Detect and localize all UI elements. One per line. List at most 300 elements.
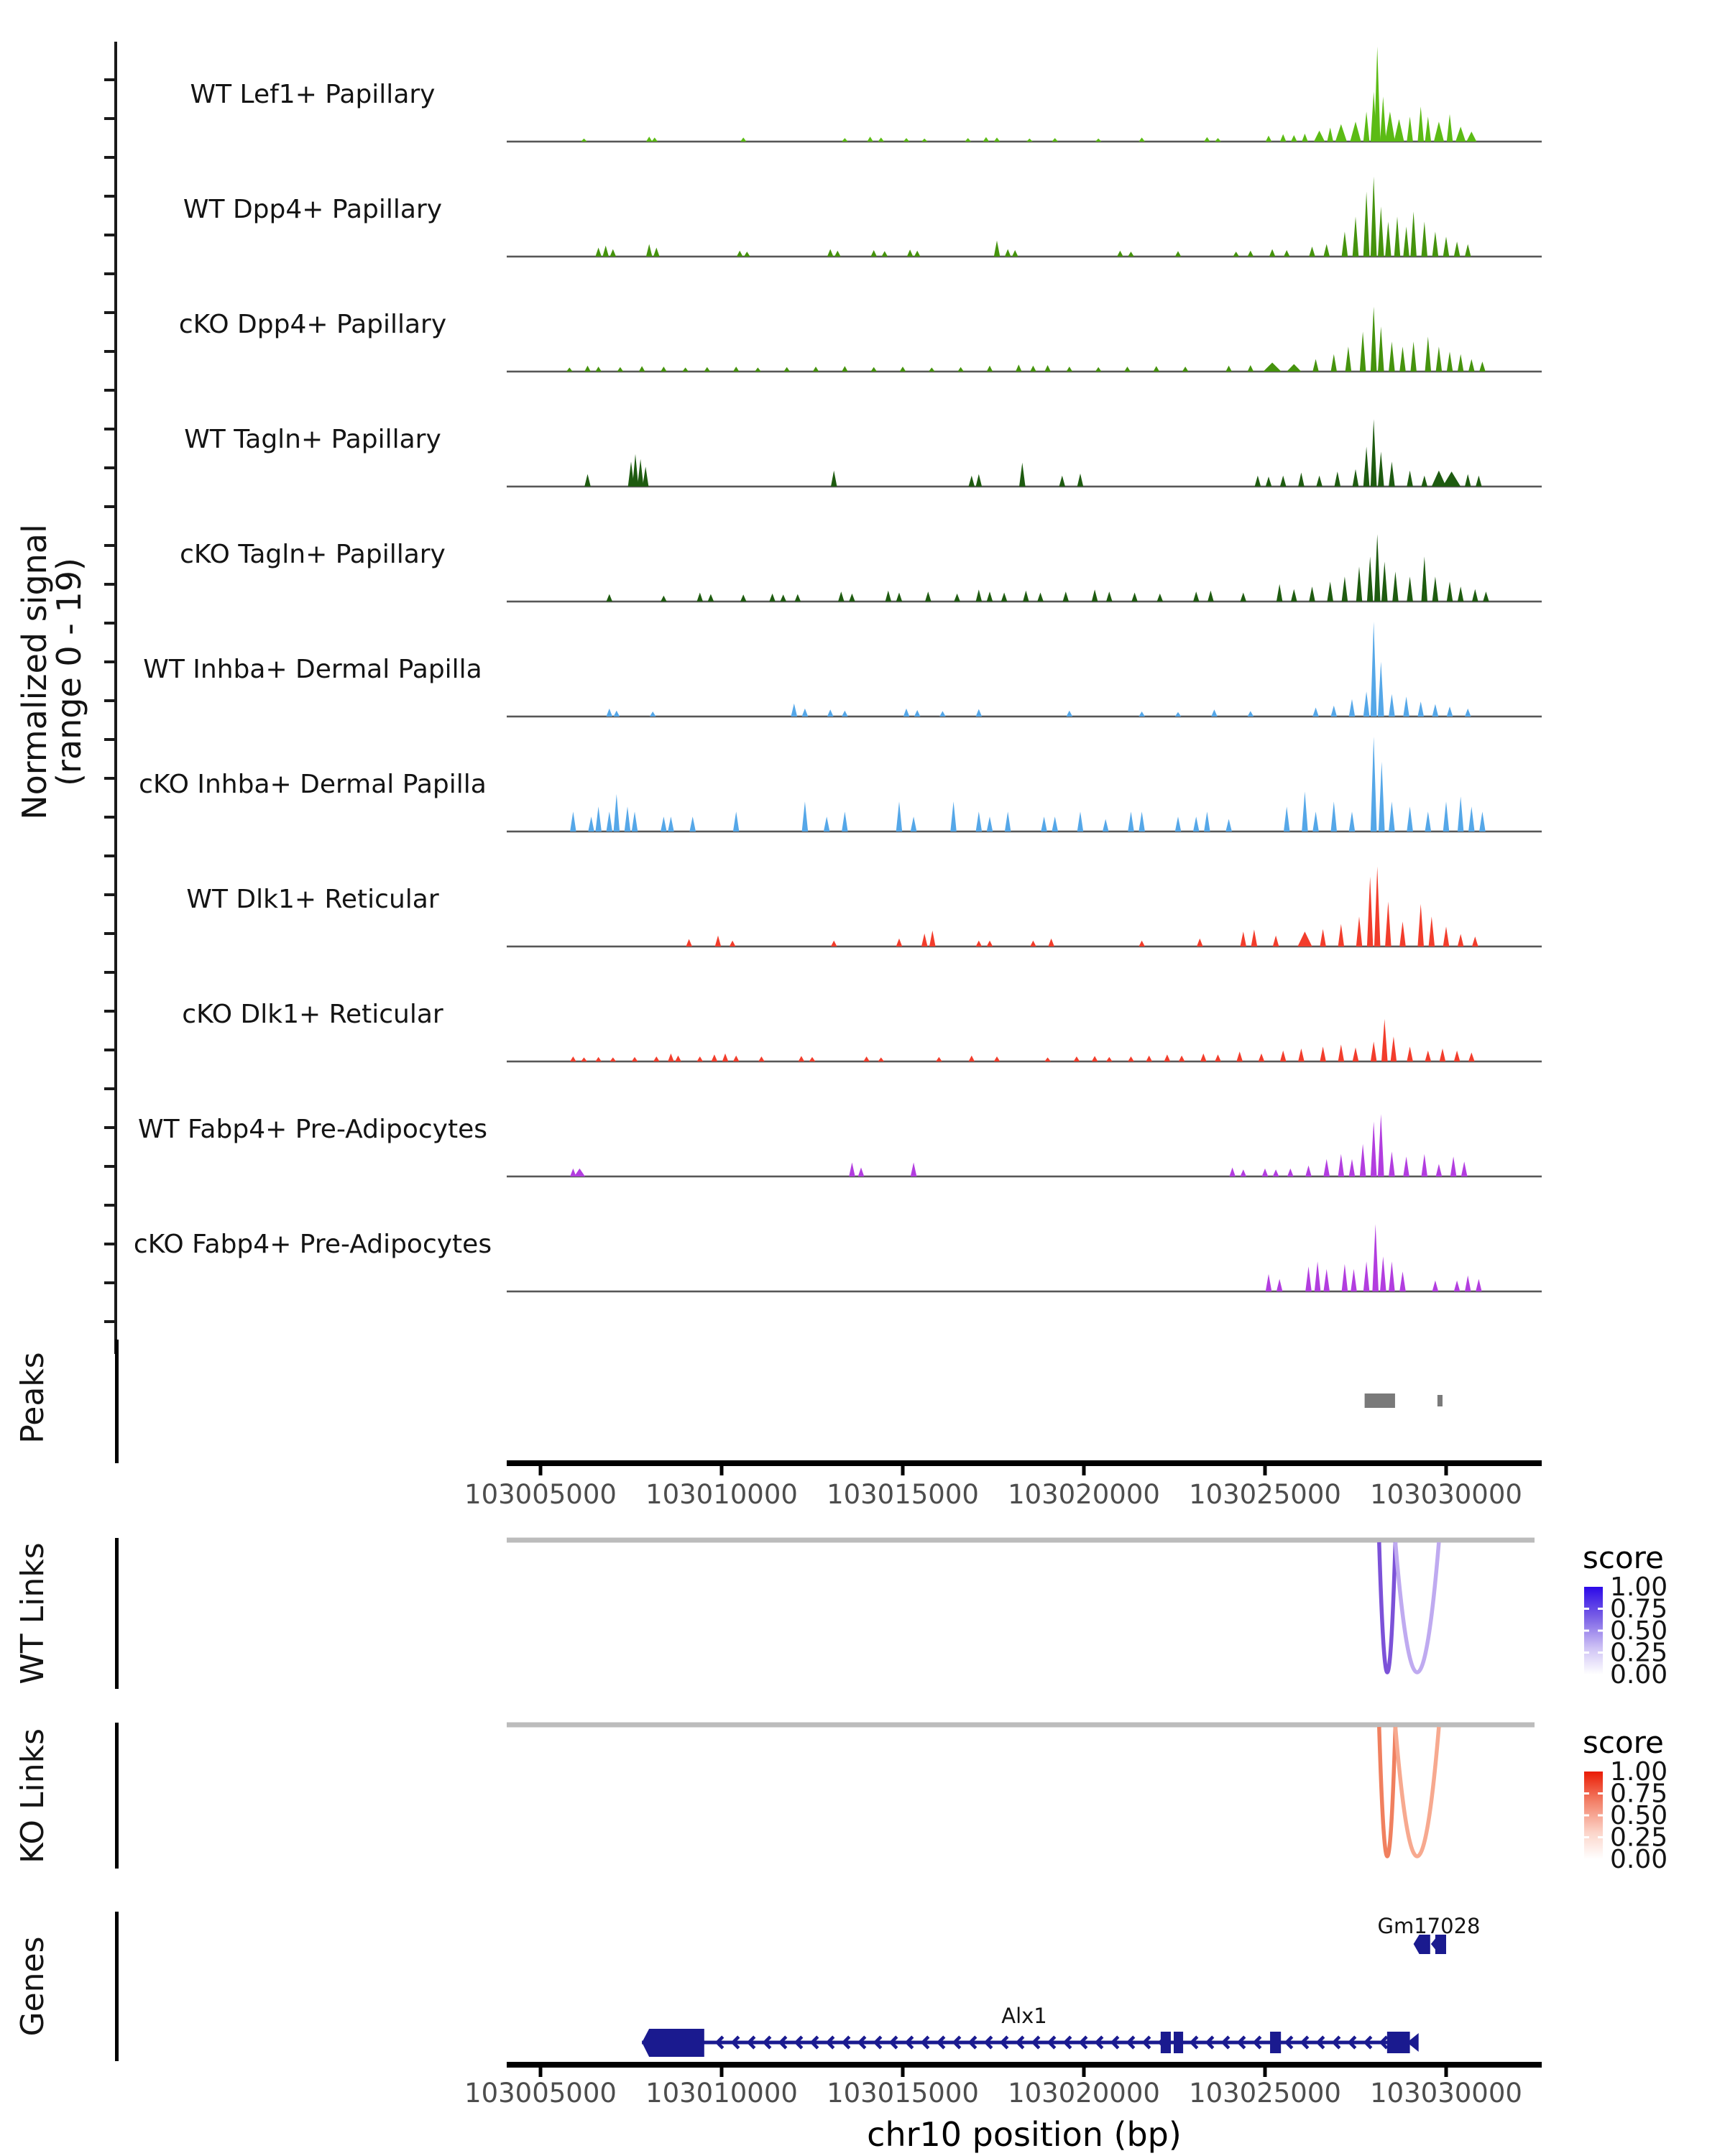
signal-spike xyxy=(1291,135,1297,142)
x-axis-tick xyxy=(901,1466,905,1475)
signal-spike xyxy=(1342,576,1348,602)
gene-exon xyxy=(1174,2032,1183,2053)
signal-spike xyxy=(936,1057,942,1061)
signal-spike xyxy=(1320,929,1326,946)
signal-spike xyxy=(1403,696,1409,717)
signal-spike xyxy=(867,137,873,142)
signal-spike xyxy=(1320,1046,1326,1061)
signal-spike xyxy=(610,249,617,257)
signal-spike xyxy=(1454,1051,1460,1061)
signal-spike xyxy=(1287,1169,1294,1176)
signal-spike xyxy=(1251,929,1258,946)
colorbar-tick xyxy=(1598,1815,1603,1817)
signal-spike xyxy=(570,811,576,831)
signal-spike xyxy=(1211,709,1218,717)
signal-spike xyxy=(1077,474,1084,487)
signal-y-axis xyxy=(104,42,117,1354)
signal-spike xyxy=(1262,1169,1269,1176)
signal-spike xyxy=(1351,1269,1357,1291)
track-label: cKO Inhba+ Dermal Papilla xyxy=(139,770,487,799)
signal-spike xyxy=(1468,806,1475,831)
signal-spike xyxy=(1371,419,1377,487)
link-arc xyxy=(1395,1542,1439,1672)
signal-spike xyxy=(595,367,602,372)
signal-spike xyxy=(1353,216,1359,257)
signal-spike xyxy=(1323,1159,1330,1176)
signal-spike xyxy=(994,1056,1000,1061)
signal-spike xyxy=(1284,250,1290,257)
signal-spike xyxy=(1193,591,1200,602)
signal-spike xyxy=(1138,811,1145,831)
signal-spike xyxy=(697,593,704,602)
signal-spike xyxy=(1048,939,1054,946)
gene-exon xyxy=(1270,2032,1281,2053)
signal-spike xyxy=(1371,737,1377,831)
signal-spike xyxy=(1215,1054,1221,1061)
x-axis-tick-label: 103025000 xyxy=(1189,2078,1341,2109)
link-arc xyxy=(1395,1727,1439,1856)
signal-spike xyxy=(1248,251,1254,257)
peaks-x-axis xyxy=(464,1460,1542,1510)
signal-spike xyxy=(795,594,801,602)
signal-spike xyxy=(1391,1036,1397,1061)
signal-spike xyxy=(1461,1161,1468,1176)
signal-spike xyxy=(1440,1049,1446,1061)
signal-y-axis-tick xyxy=(104,699,114,702)
signal-spike xyxy=(1436,1164,1443,1176)
signal-spike xyxy=(921,139,928,142)
signal-spike xyxy=(1001,593,1008,602)
signal-spike xyxy=(733,367,740,372)
peak-interval xyxy=(1438,1395,1443,1406)
signal-spike xyxy=(1425,336,1432,372)
signal-spike xyxy=(1465,244,1471,257)
signal-spike xyxy=(1465,1276,1471,1291)
signal-spike xyxy=(1350,121,1361,142)
score-tick-label: 0.25 xyxy=(1610,1638,1668,1668)
signal-spike xyxy=(914,251,921,257)
x-axis-tick-label: 103015000 xyxy=(827,1479,979,1510)
signal-spike xyxy=(1204,137,1210,142)
signal-spike xyxy=(1204,811,1210,831)
signal-spike xyxy=(1248,365,1254,372)
signal-spike xyxy=(682,367,689,372)
link-arc xyxy=(1379,1542,1396,1672)
signal-spike xyxy=(1389,1151,1395,1176)
colorbar-tick xyxy=(1598,1608,1603,1610)
signal-spike xyxy=(1385,111,1395,142)
signal-spike xyxy=(1019,463,1026,487)
track-label: WT Dpp4+ Papillary xyxy=(183,195,443,224)
signal-spike xyxy=(632,811,638,831)
signal-spike xyxy=(1012,250,1018,257)
x-axis-line xyxy=(507,2062,1542,2068)
signal-spike xyxy=(1241,593,1247,602)
x-axis-tick xyxy=(720,1466,724,1475)
signal-spike xyxy=(900,367,906,372)
signal-spike xyxy=(1479,811,1486,831)
x-axis-tick-label: 103015000 xyxy=(827,2078,979,2109)
signal-spike xyxy=(1164,1054,1171,1061)
score-tick-label: 1.00 xyxy=(1610,1572,1668,1602)
track-label: cKO Fabp4+ Pre-Adipocytes xyxy=(133,1230,492,1259)
colorbar-tick xyxy=(1584,1651,1589,1654)
signal-spike xyxy=(1349,699,1356,717)
signal-spike xyxy=(1403,226,1409,257)
signal-spike xyxy=(1005,249,1011,257)
y-axis-label-line2: (range 0 - 19) xyxy=(50,558,88,786)
section-label-peaks: Peaks xyxy=(14,1352,51,1444)
signal-spike xyxy=(1023,591,1029,602)
signal-spike xyxy=(1360,331,1366,372)
signal-spike xyxy=(1385,902,1392,947)
signal-spike xyxy=(1095,367,1102,372)
score-tick-label: 0.50 xyxy=(1610,1801,1668,1830)
signal-spike xyxy=(1436,346,1443,372)
signal-spike xyxy=(1403,1156,1409,1176)
y-axis-label-line1: Normalized signal xyxy=(15,524,54,820)
signal-spike xyxy=(566,367,573,372)
signal-spike xyxy=(1026,139,1033,142)
colorbar-tick xyxy=(1598,1836,1603,1838)
signal-spike xyxy=(755,367,761,372)
signal-spike xyxy=(987,816,993,831)
signal-spike xyxy=(1193,816,1200,831)
section-label-wt-links: WT Links xyxy=(14,1542,51,1685)
signal-spike xyxy=(1179,1056,1185,1061)
track-baseline xyxy=(507,1291,1542,1293)
signal-spike xyxy=(1381,1019,1388,1061)
signal-spike xyxy=(1394,216,1401,257)
signal-spike xyxy=(1399,921,1406,946)
signal-track-6 xyxy=(143,622,1542,717)
signal-spike xyxy=(1255,476,1261,487)
signal-y-axis-tick xyxy=(104,1243,114,1245)
signal-spike xyxy=(1157,594,1164,602)
signal-spike xyxy=(584,474,591,487)
signal-spike xyxy=(1302,791,1308,831)
signal-spike xyxy=(1005,811,1011,831)
signal-spike xyxy=(1335,471,1341,487)
signal-spike xyxy=(1052,138,1058,142)
signal-spike xyxy=(896,939,903,946)
score-tick-label: 0.50 xyxy=(1610,1616,1668,1646)
score-tick-label: 1.00 xyxy=(1610,1757,1668,1787)
signal-spike xyxy=(1059,476,1066,487)
signal-spike xyxy=(1443,926,1450,946)
signal-spike xyxy=(1154,366,1160,372)
signal-spike xyxy=(1476,476,1482,487)
signal-track-4 xyxy=(184,419,1542,487)
track-baseline xyxy=(507,1176,1542,1178)
signal-spike xyxy=(1128,252,1134,257)
track-label: WT Fabp4+ Pre-Adipocytes xyxy=(138,1115,487,1144)
gene-label: Gm17028 xyxy=(1377,1914,1481,1938)
signal-spike xyxy=(799,1056,805,1061)
signal-spike xyxy=(1229,1168,1236,1177)
signal-spike xyxy=(1175,251,1182,257)
signal-spike xyxy=(1138,711,1145,717)
signal-spike xyxy=(1432,471,1446,487)
section-bar-ko-links xyxy=(115,1723,119,1869)
signal-y-axis-tick xyxy=(104,117,114,120)
signal-spike xyxy=(1356,566,1363,602)
track-label: WT Inhba+ Dermal Papilla xyxy=(143,655,482,684)
signal-spike xyxy=(827,709,834,717)
signal-spike xyxy=(1287,364,1301,372)
signal-spike xyxy=(712,1054,718,1061)
signal-spike xyxy=(809,1057,816,1061)
signal-spike xyxy=(1037,593,1044,602)
signal-track-7 xyxy=(139,737,1542,832)
signal-spike xyxy=(632,454,639,487)
signal-spike xyxy=(1266,136,1272,142)
signal-spike xyxy=(1349,811,1356,831)
signal-spike xyxy=(914,710,921,717)
signal-y-axis-tick xyxy=(104,1281,114,1284)
signal-y-axis-tick xyxy=(104,389,114,392)
signal-spike xyxy=(1284,806,1290,831)
signal-tracks xyxy=(134,47,1542,1292)
signal-spike xyxy=(1264,363,1282,372)
signal-spike xyxy=(1394,119,1404,142)
signal-spike xyxy=(1454,241,1460,257)
signal-spike xyxy=(1338,924,1345,946)
signal-spike xyxy=(842,138,848,142)
signal-track-9 xyxy=(182,1000,1542,1062)
signal-spike xyxy=(1422,476,1428,487)
signal-spike xyxy=(870,250,877,257)
signal-y-axis-tick xyxy=(104,738,114,741)
signal-spike xyxy=(704,367,711,372)
chart-content xyxy=(104,42,1668,2109)
signal-spike xyxy=(668,1054,674,1061)
x-axis-tick xyxy=(901,2068,905,2077)
x-axis-tick-label: 103010000 xyxy=(645,2078,798,2109)
signal-spike xyxy=(1323,1269,1330,1291)
signal-spike xyxy=(1447,581,1453,602)
signal-spike xyxy=(1052,816,1058,831)
signal-spike xyxy=(976,941,983,946)
signal-spike xyxy=(1273,1169,1279,1176)
signal-y-axis-tick xyxy=(104,311,114,314)
signal-spike xyxy=(1182,367,1189,372)
ko-score-legend xyxy=(1584,1757,1668,1874)
signal-spike xyxy=(1273,936,1279,946)
signal-spike xyxy=(595,806,602,831)
signal-spike xyxy=(1305,1166,1312,1176)
signal-spike xyxy=(639,366,645,372)
signal-y-axis-line xyxy=(114,42,117,1354)
signal-spike xyxy=(1103,819,1109,831)
signal-spike xyxy=(1327,581,1333,602)
signal-spike xyxy=(652,137,658,142)
signal-spike xyxy=(1472,936,1478,946)
signal-spike xyxy=(1447,351,1453,372)
score-tick-label: 0.00 xyxy=(1610,1845,1668,1874)
signal-spike xyxy=(737,251,743,257)
signal-spike xyxy=(595,1057,602,1061)
gene-gm17028 xyxy=(1378,1914,1481,1954)
signal-spike xyxy=(744,252,750,257)
signal-spike xyxy=(1312,708,1319,717)
signal-spike xyxy=(1483,591,1489,602)
signal-spike xyxy=(1215,138,1221,142)
signal-spike xyxy=(1389,1261,1395,1291)
signal-spike xyxy=(1389,694,1395,717)
signal-spike xyxy=(1407,806,1413,831)
signal-spike xyxy=(1443,801,1450,831)
signal-spike xyxy=(1314,131,1325,142)
signal-spike xyxy=(730,941,736,946)
signal-spike xyxy=(1349,1159,1356,1176)
ko-links-track xyxy=(507,1723,1535,1857)
signal-spike xyxy=(607,709,613,717)
section-label-genes: Genes xyxy=(14,1936,51,2037)
signal-spike xyxy=(1422,557,1428,602)
signal-spike xyxy=(1429,916,1435,946)
signal-spike xyxy=(954,594,960,602)
signal-spike xyxy=(849,1163,855,1177)
signal-spike xyxy=(1407,116,1413,142)
x-axis-tick-label: 103025000 xyxy=(1189,1479,1341,1510)
signal-spike xyxy=(1363,1261,1370,1291)
signal-spike xyxy=(1316,476,1322,487)
score-tick-label: 0.00 xyxy=(1610,1660,1668,1690)
signal-spike xyxy=(1372,1224,1379,1291)
x-axis-tick-label: 103020000 xyxy=(1008,1479,1160,1510)
signal-spike xyxy=(1432,231,1439,257)
signal-spike xyxy=(1266,476,1272,487)
x-axis-title: chr10 position (bp) xyxy=(867,2115,1182,2154)
signal-spike xyxy=(831,941,837,946)
signal-spike xyxy=(1175,816,1182,831)
signal-spike xyxy=(886,591,892,602)
x-axis-tick xyxy=(1082,1466,1086,1475)
signal-spike xyxy=(646,244,653,257)
x-axis-tick-label: 103020000 xyxy=(1008,2078,1160,2109)
signal-spike xyxy=(1380,96,1386,142)
signal-spike xyxy=(813,367,819,372)
signal-spike xyxy=(686,939,692,946)
signal-spike xyxy=(1399,346,1406,372)
signal-spike xyxy=(653,248,660,257)
signal-spike xyxy=(646,137,653,142)
signal-spike xyxy=(1378,1114,1384,1176)
signal-spike xyxy=(1378,207,1384,257)
signal-spike xyxy=(903,138,910,142)
gene-exon xyxy=(1161,2032,1171,2053)
signal-spike xyxy=(929,931,936,946)
score-tick-label: 0.75 xyxy=(1610,1779,1668,1809)
x-axis-tick xyxy=(539,2068,543,2077)
signal-spike xyxy=(976,589,983,602)
x-axis-tick-label: 103005000 xyxy=(464,2078,617,2109)
signal-spike xyxy=(1331,801,1338,831)
signal-spike xyxy=(1455,126,1466,142)
colorbar-tick xyxy=(1584,1815,1589,1817)
signal-spike xyxy=(1466,132,1476,142)
signal-spike xyxy=(987,941,993,946)
signal-spike xyxy=(1385,221,1392,257)
signal-track-1 xyxy=(190,47,1542,142)
signal-y-axis-tick xyxy=(104,466,114,469)
signal-spike xyxy=(1425,1051,1432,1061)
signal-spike xyxy=(632,1057,638,1061)
signal-spike xyxy=(1378,326,1384,372)
signal-y-axis-tick xyxy=(104,78,114,81)
signal-spike xyxy=(1131,593,1138,602)
signal-spike xyxy=(1030,366,1036,372)
signal-spike xyxy=(921,934,928,946)
signal-spike xyxy=(1407,1046,1413,1061)
signal-spike xyxy=(1450,1156,1457,1176)
signal-spike xyxy=(740,137,747,142)
signal-spike xyxy=(1410,211,1417,257)
signal-spike xyxy=(1363,192,1370,257)
signal-spike xyxy=(1074,1056,1080,1061)
signal-spike xyxy=(1472,589,1478,602)
links-baseline xyxy=(507,1538,1535,1543)
x-axis-tick xyxy=(539,1466,543,1475)
signal-track-10 xyxy=(138,1114,1542,1177)
x-axis-tick xyxy=(1445,2068,1448,2077)
signal-spike xyxy=(1443,471,1460,487)
signal-spike xyxy=(1106,591,1113,602)
signal-spike xyxy=(661,596,667,602)
signal-y-axis-tick xyxy=(104,854,114,857)
colorbar-tick xyxy=(1598,1630,1603,1632)
signal-spike xyxy=(1381,561,1388,602)
signal-spike xyxy=(1302,134,1308,142)
signal-spike xyxy=(1417,106,1424,142)
signal-spike xyxy=(834,251,841,257)
signal-spike xyxy=(1016,364,1022,372)
signal-spike xyxy=(1259,1054,1265,1061)
x-axis-tick-label: 103030000 xyxy=(1370,1479,1522,1510)
signal-spike xyxy=(595,248,602,257)
signal-spike xyxy=(602,246,609,257)
signal-spike xyxy=(1280,1051,1287,1061)
signal-spike xyxy=(882,251,888,257)
signal-spike xyxy=(1417,904,1424,946)
signal-spike xyxy=(1128,811,1134,831)
signal-y-axis-tick xyxy=(104,505,114,508)
signal-spike xyxy=(1379,762,1385,831)
gene-exon xyxy=(1387,2032,1410,2053)
signal-spike xyxy=(1248,711,1254,717)
signal-spike xyxy=(570,1056,576,1061)
signal-spike xyxy=(1371,1122,1377,1177)
section-bar-genes xyxy=(115,1912,119,2061)
signal-spike xyxy=(1425,116,1432,142)
signal-spike xyxy=(1197,939,1203,946)
signal-spike xyxy=(831,471,837,487)
signal-spike xyxy=(1291,589,1297,602)
signal-spike xyxy=(838,591,845,602)
signal-spike xyxy=(903,709,910,717)
signal-spike xyxy=(758,1056,765,1061)
signal-spike xyxy=(1315,1261,1321,1291)
signal-spike xyxy=(1454,1281,1460,1291)
signal-spike xyxy=(1297,931,1312,946)
signal-spike xyxy=(1465,474,1471,487)
signal-y-axis-tick xyxy=(104,350,114,353)
track-label: WT Dlk1+ Reticular xyxy=(186,885,439,914)
signal-spike xyxy=(1327,128,1333,142)
signal-spike xyxy=(1367,557,1374,602)
signal-spike xyxy=(661,816,667,831)
